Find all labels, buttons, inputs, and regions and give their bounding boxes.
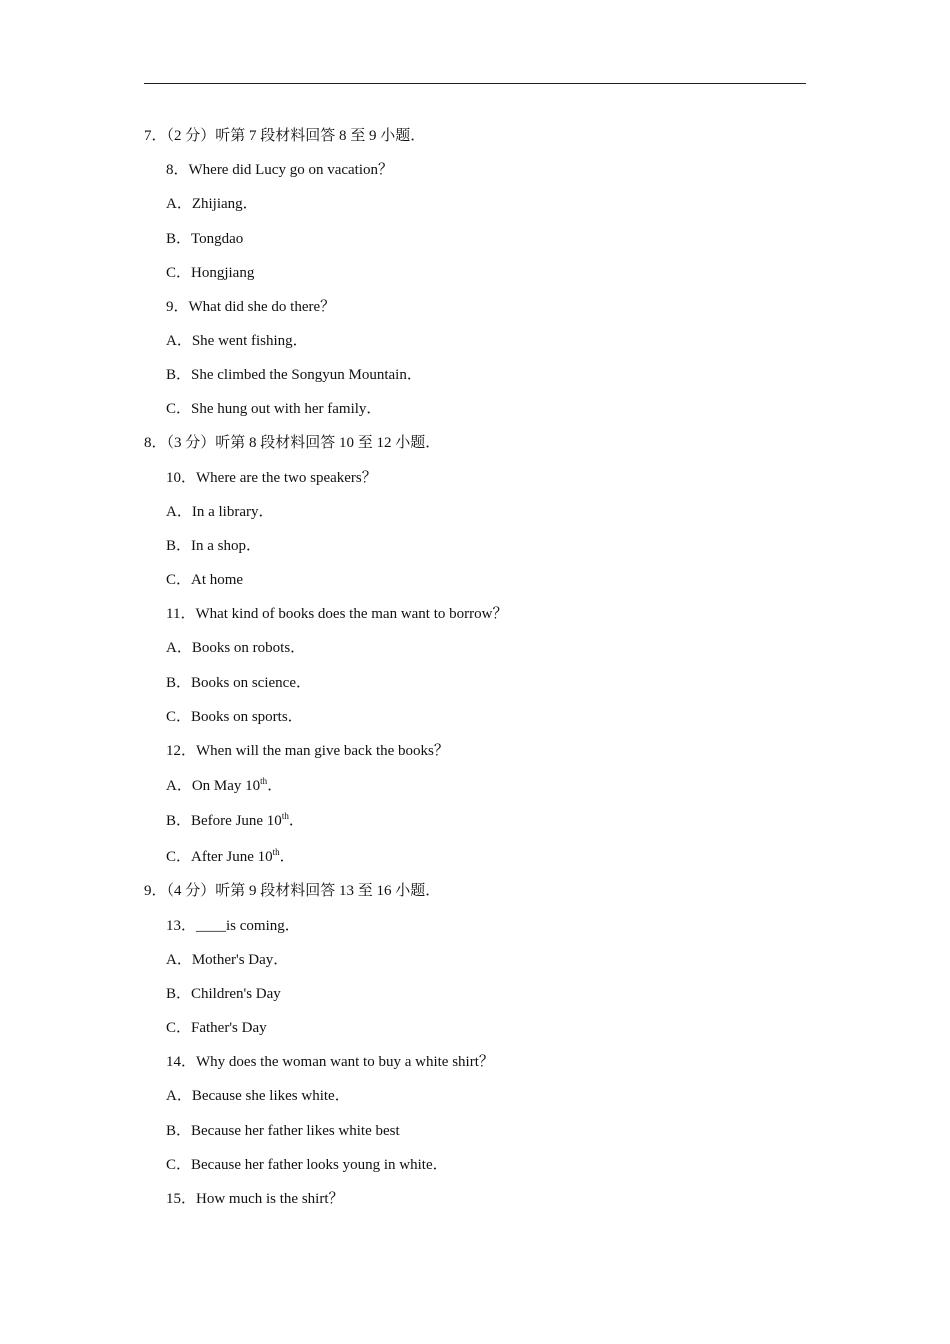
section-header: 9．（4 分）听第 9 段材料回答 13 至 16 小题．	[144, 883, 441, 899]
option-line: C．Father's Day	[166, 1020, 267, 1036]
option-line: A．In a library．	[166, 504, 274, 520]
option-text: B．Before June 10	[166, 813, 282, 829]
option-line: A．Because she likes white．	[166, 1088, 350, 1104]
option-line	[166, 776, 282, 796]
section-header: 7．（2 分）听第 7 段材料回答 8 至 9 小题．	[144, 128, 426, 144]
option-text: C．After June 10	[166, 849, 273, 865]
question-line: 8．Where did Lucy go on vacation？	[166, 162, 394, 178]
option-line: C．At home	[166, 572, 244, 588]
ordinal-suffix: th	[272, 847, 280, 857]
option-line: A．Mother's Day．	[166, 952, 289, 968]
option-punct: ．	[288, 813, 304, 829]
option-line	[166, 811, 304, 831]
option-line: B．In a shop．	[166, 538, 261, 554]
option-punct: ．	[267, 778, 283, 794]
question-line: 9．What did she do there？	[166, 299, 336, 315]
option-line	[166, 847, 295, 867]
header-rule	[144, 83, 806, 84]
question-line: 13．____is coming．	[166, 918, 300, 934]
option-line: A．Books on robots．	[166, 640, 306, 656]
option-line: B．Books on science．	[166, 675, 311, 691]
question-line: 11．What kind of books does the man want to borrow？	[166, 606, 508, 622]
option-line: C．Books on sports．	[166, 709, 303, 725]
option-line: B．Children's Day	[166, 986, 281, 1002]
option-line: A．Zhijiang．	[166, 196, 258, 212]
option-line: A．She went fishing．	[166, 333, 308, 349]
option-punct: ．	[279, 849, 295, 865]
option-line: B．She climbed the Songyun Mountain．	[166, 367, 422, 383]
option-line: C．She hung out with her family．	[166, 401, 382, 417]
option-line: C．Hongjiang	[166, 265, 255, 281]
question-line: 14．Why does the woman want to buy a white shirt？	[166, 1054, 494, 1070]
option-line: B．Because her father likes white best	[166, 1123, 400, 1139]
ordinal-suffix: th	[281, 811, 289, 821]
option-line: B．Tongdao	[166, 231, 244, 247]
ordinal-suffix: th	[260, 776, 268, 786]
question-line: 12．When will the man give back the books？	[166, 743, 449, 759]
section-header: 8．（3 分）听第 8 段材料回答 10 至 12 小题．	[144, 435, 441, 451]
question-line: 15．How much is the shirt？	[166, 1191, 344, 1207]
question-line: 10．Where are the two speakers？	[166, 470, 377, 486]
option-line: C．Because her father looks young in white．	[166, 1157, 448, 1173]
option-text: A．On May 10	[166, 778, 261, 794]
